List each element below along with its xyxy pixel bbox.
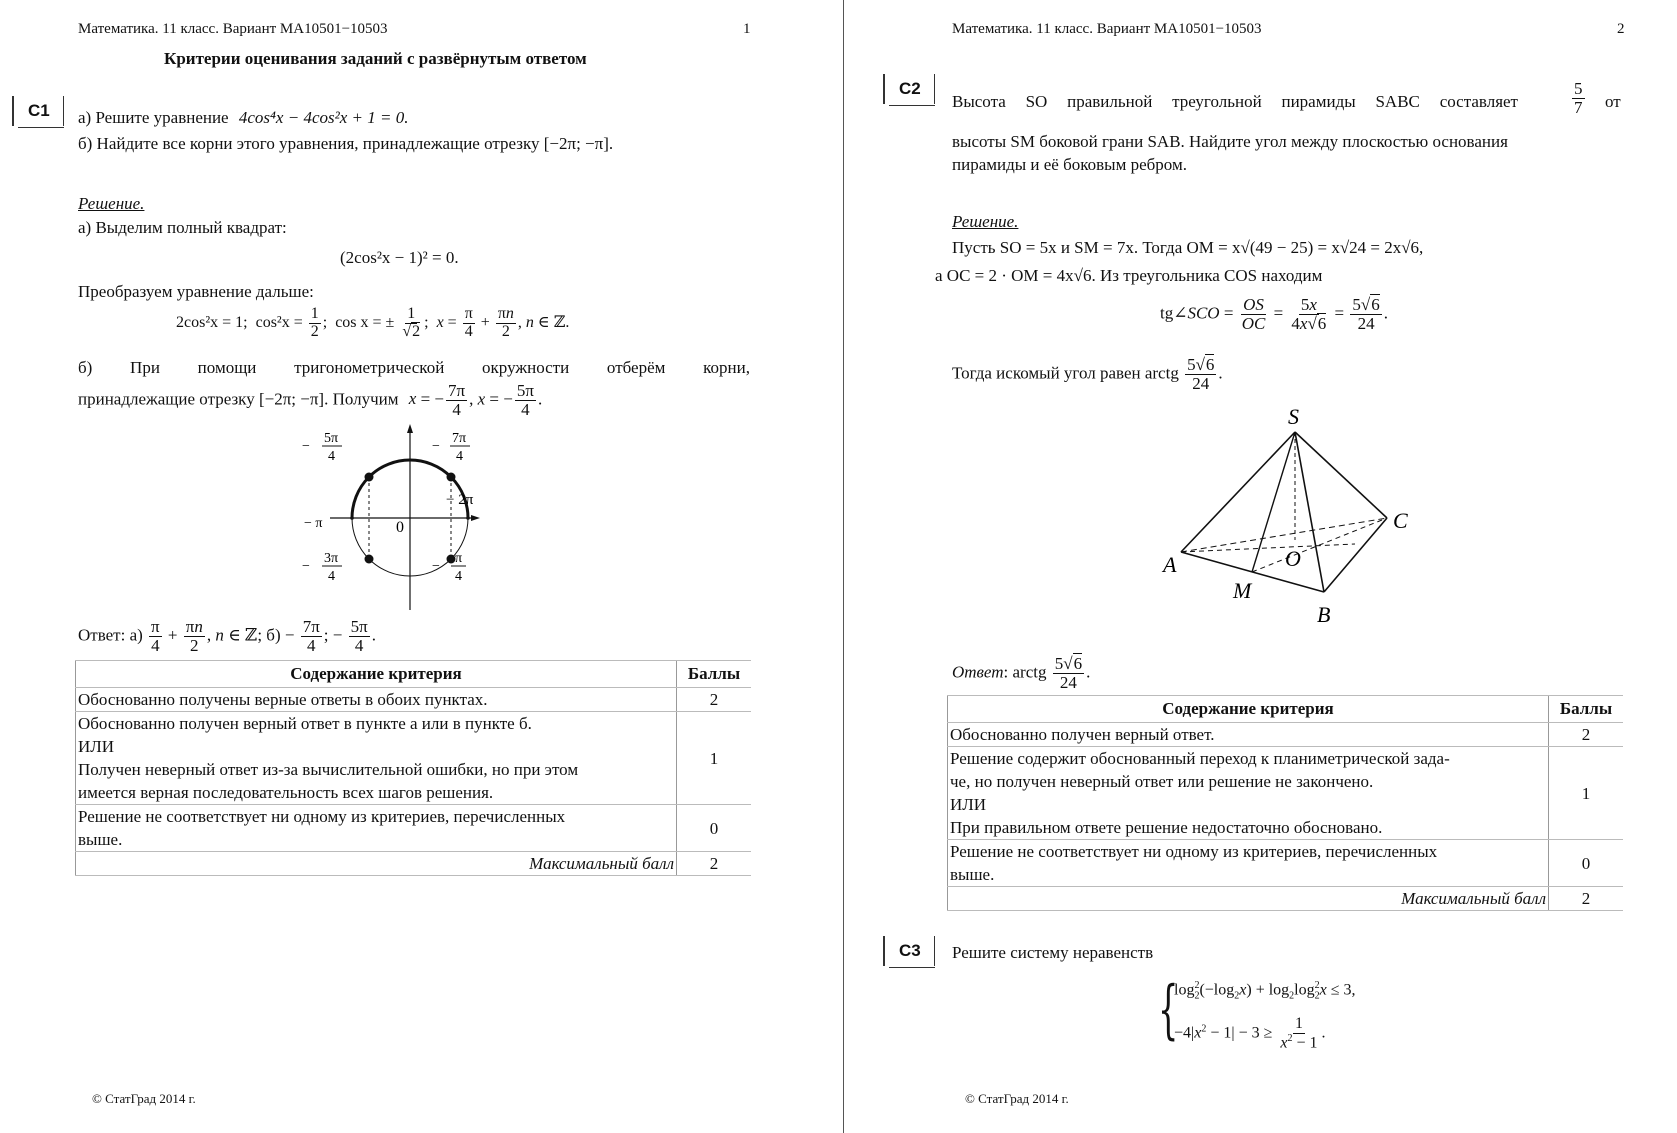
page2-footer: © СтатГрад 2014 г.: [965, 1091, 1069, 1106]
max-score-label: Максимальный балл: [76, 852, 677, 876]
svg-text:−: −: [302, 439, 310, 454]
point-5pi4: [365, 473, 374, 482]
page-divider: [843, 0, 844, 1133]
trig-circle-figure: [300, 420, 530, 620]
c1-answer: Ответ: а) $\frac{\pi}{4}$ + $\frac{\pi n}{2}$ , n ∈ ℤ; б) − $\frac{7\pi}{4}$ ; − $\frac{5\pi}{4}$ .: [78, 617, 376, 655]
criteria-text: Обоснованно получены верные ответы в обоих пунктах.: [76, 688, 677, 712]
c1-solution-line3: б) При помощи тригонометрической окружности отберём корни,: [78, 358, 750, 377]
svg-text:4: 4: [328, 449, 335, 464]
task-c1-part-b: б) Найдите все корни этого уравнения, принадлежащие отрезку [−2π; −π].: [78, 134, 614, 153]
c2-solution-label: Решение.: [952, 212, 1019, 231]
svg-text:3π: 3π: [324, 551, 339, 566]
c1-solution-line4: принадлежащие отрезку [−2π; −π]. Получим x = − $\frac{7\pi}{4}$ , x = − $\frac{5\pi}{4}$ .: [78, 381, 543, 419]
criteria-points: 2: [1549, 723, 1624, 747]
criteria-text: Решение не соответствует ни одному из критериев, перечисленных выше.: [76, 805, 677, 852]
c1-criteria-table: [75, 660, 751, 876]
col-points-header: Баллы: [1549, 696, 1624, 723]
page2-header: Математика. 11 класс. Вариант МА10501−10503: [952, 21, 1262, 37]
point-3pi4: [365, 555, 374, 564]
criteria-points: 1: [677, 712, 752, 805]
inequality-2: $-4|x^2 - 1| - 3$ ≥ $\frac{1}{x^2 - 1}$ .: [1174, 1015, 1326, 1052]
task-c1-label: С1: [12, 96, 64, 126]
c1-solution-line2: Преобразуем уравнение дальше:: [78, 282, 314, 301]
label-B: B: [1317, 602, 1331, 627]
c2-solution-line2: а OC = 2 · OM = 4x√6. Из треугольника COS находим: [935, 266, 1323, 285]
label-O: O: [1285, 546, 1301, 571]
label-S: S: [1288, 404, 1299, 429]
task-c3-label: С3: [883, 936, 935, 966]
label-5pi4: [302, 431, 342, 464]
edge-BC: [1324, 518, 1387, 592]
median-A: [1181, 544, 1355, 552]
col-content-header: Содержание критерия: [76, 661, 677, 688]
c3-task-text: Решите систему неравенств: [952, 943, 1154, 962]
table-row: [948, 747, 1624, 840]
criteria-text: Обоснованно получен верный ответ в пункте а или в пункте б. ИЛИ Получен неверный ответ из-за вычислительной ошибки, но при этом имеется верная последовательность всех шагов решения.: [76, 712, 677, 805]
pyramid-figure: [1155, 400, 1408, 640]
label-M: M: [1233, 578, 1252, 603]
point-minus-2pi: [466, 516, 470, 520]
point-7pi4: [447, 473, 456, 482]
svg-text:7π: 7π: [452, 431, 467, 446]
y-axis-arrow: [407, 424, 413, 433]
page1-header: Математика. 11 класс. Вариант МА10501−10503: [78, 21, 388, 37]
label-C: C: [1393, 508, 1408, 533]
label-3pi4: [302, 551, 342, 584]
criteria-points: 0: [677, 805, 752, 852]
svg-text:4: 4: [455, 569, 462, 584]
max-score-label: Максимальный балл: [948, 887, 1549, 911]
system-brace: {: [1158, 973, 1179, 1047]
max-score-value: 2: [677, 852, 752, 876]
criteria-points: 1: [1549, 747, 1624, 840]
label-A: A: [1163, 552, 1177, 577]
svg-text:π: π: [455, 551, 463, 566]
table-row: [76, 688, 752, 712]
c1-solution-line1: а) Выделим полный квадрат:: [78, 218, 287, 237]
table-header-row: [76, 661, 752, 688]
c2-task-line3: пирамиды и её боковым ребром.: [952, 155, 1187, 174]
c2-solution-line1: Пусть SO = 5x и SM = 7x. Тогда OM = x√(49 − 25) = x√24 = 2x√6,: [952, 238, 1424, 257]
c2-task-line1: Высота SO правильной треугольной пирамиды SABC составляет: [952, 92, 1518, 111]
label-7pi4: [432, 431, 470, 464]
table-row: [948, 723, 1624, 747]
c2-solution-line3: Тогда искомый угол равен arctg $\frac{5√6}{24}$ .: [952, 355, 1223, 393]
table-row: [76, 805, 752, 852]
c1-solution-label: Решение.: [78, 194, 145, 213]
page1-footer: © СтатГрад 2014 г.: [92, 1091, 196, 1106]
c2-task-line1-end: от: [1605, 92, 1621, 111]
svg-text:4: 4: [328, 569, 335, 584]
task-c2-label: С2: [883, 74, 935, 104]
c2-task-line2: высоты SM боковой грани SAB. Найдите угол между плоскостью основания: [952, 132, 1508, 151]
task-c1-part-a: а) Решите уравнение 4cos⁴x − 4cos²x + 1 = 0.: [78, 108, 409, 127]
table-header-row: [948, 696, 1624, 723]
criteria-text: Решение не соответствует ни одному из критериев, перечисленных выше.: [948, 840, 1549, 887]
label-zero: 0: [396, 519, 404, 536]
c2-tangent-formula: tg∠SCO = $\frac{OS}{OC}$ = $\frac{5x}{4x√6}$ = $\frac{5√6}{24}$ .: [1160, 295, 1388, 333]
label-minus-pi: − π: [304, 516, 323, 531]
criteria-text: Решение содержит обоснованный переход к планиметрической зада- че, но получен неверный ответ или решение не закончено. ИЛИ При правильном ответе решение недостаточно обосновано.: [948, 747, 1549, 840]
col-points-header: Баллы: [677, 661, 752, 688]
c1-formula-chain: 2cos²x = 1; cos²x = $\frac{1}{2}$ ; cos x = ± $\frac{1}{√2}$ ; x = $\frac{\pi}{4}$ + $\frac{\pi n}{2}$ , n ∈ ℤ.: [176, 305, 570, 340]
table-row-max: [76, 852, 752, 876]
x-axis-arrow: [471, 515, 480, 521]
edge-SA: [1181, 432, 1295, 552]
c2-fraction-5-7: $\frac{5}{7}$: [1574, 79, 1583, 117]
svg-text:−: −: [432, 439, 440, 454]
c2-answer: Ответ: arctg $\frac{5√6}{24}$ .: [952, 654, 1091, 692]
page1-title: Критерии оценивания заданий с развёрнутым ответом: [164, 49, 587, 68]
svg-text:−: −: [432, 559, 440, 574]
max-score-value: 2: [1549, 887, 1624, 911]
table-row: [76, 712, 752, 805]
c1-formula-square: (2cos²x − 1)² = 0.: [340, 248, 459, 267]
svg-text:4: 4: [456, 449, 463, 464]
label-minus-2pi: − 2π: [446, 492, 474, 508]
svg-text:5π: 5π: [324, 431, 339, 446]
point-minus-pi: [350, 516, 354, 520]
page2-number: 2: [1617, 21, 1625, 37]
criteria-points: 2: [677, 688, 752, 712]
criteria-text: Обоснованно получен верный ответ.: [948, 723, 1549, 747]
criteria-points: 0: [1549, 840, 1624, 887]
col-content-header: Содержание критерия: [948, 696, 1549, 723]
page1-number: 1: [743, 21, 751, 37]
table-row-max: [948, 887, 1624, 911]
c2-criteria-table: [947, 695, 1623, 911]
table-row: [948, 840, 1624, 887]
inequality-1: $\log_2^2(-\log_2x) + \log_2\log_2^2x \le 3$,: [1174, 980, 1356, 1002]
svg-text:−: −: [302, 559, 310, 574]
